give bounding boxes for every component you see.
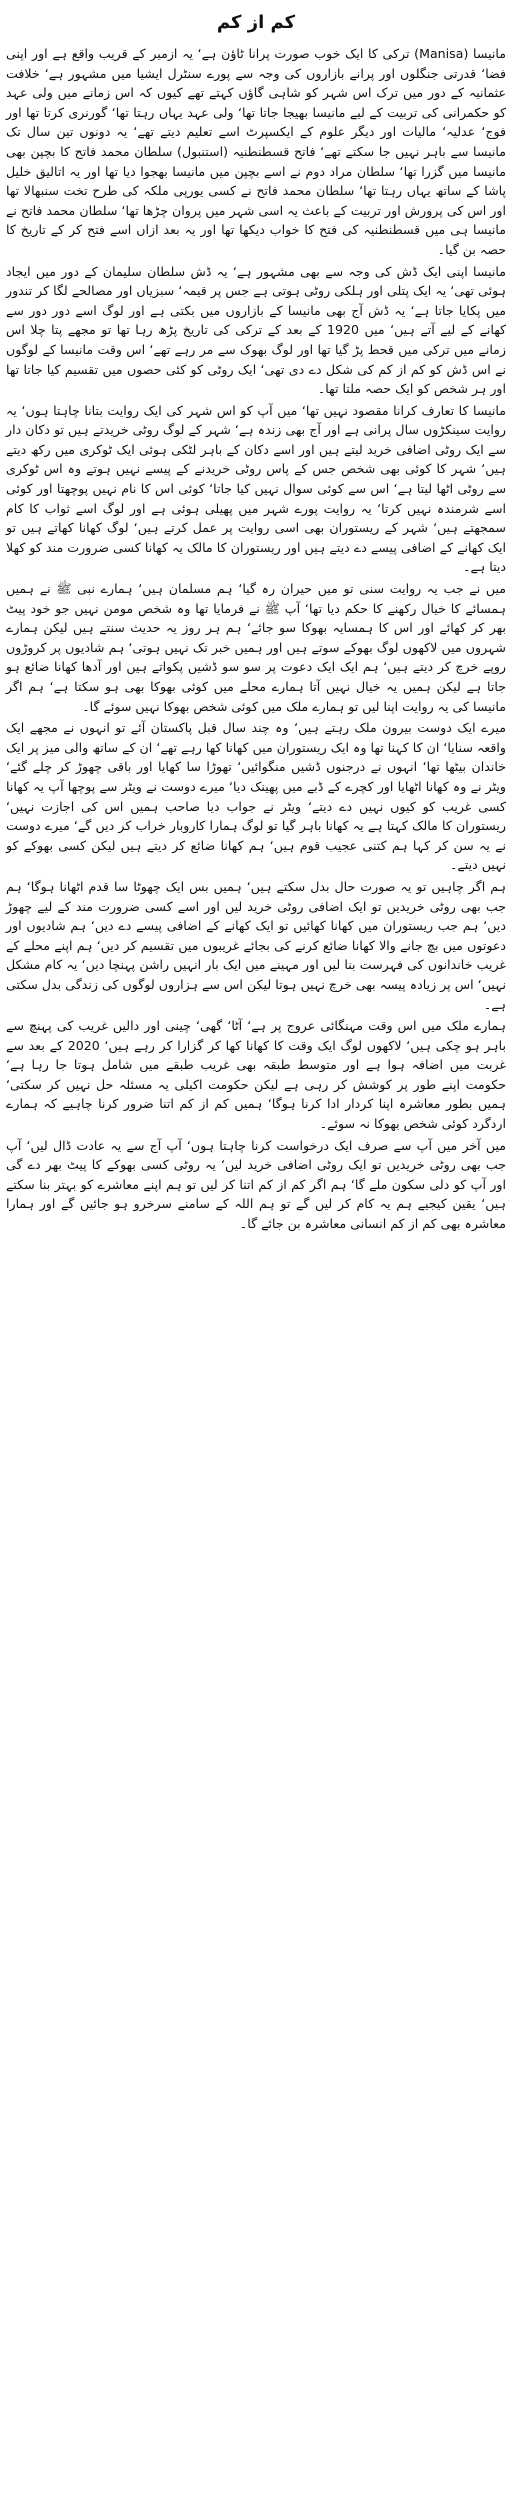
column-title: کم از کم	[216, 12, 296, 33]
paragraph: ہمارے ملک میں اس وقت مہنگائی عروج پر ہے‘ آٹا‘ گھی‘ چینی اور دالیں غریب کی پہنچ سے باہر ہو چکی ہیں‘ لاکھوں لوگ ایک وقت کا کھانا کھا کر گزارا کر رہے ہیں‘ 2020 کے بعد سے غربت میں اضافہ ہوا ہے اور متوسط طبقہ بھی غریب طبقے میں شامل ہوتا جا رہا ہے‘ حکومت اپنے طور پر کوشش کر رہی ہے لیکن حکومت اکیلی یہ مسئلہ حل نہیں کر سکتی‘ ہمیں بطور معاشرہ اپنا کردار ادا کرنا ہوگا‘ ہمیں کم از کم اتنا ضرور کرنا چاہیے کہ ہمارے اردگرد کوئی شخص بھوکا نہ سوئے۔	[6, 1018, 506, 1132]
paragraph: مانیسا کا تعارف کرانا مقصود نہیں تھا‘ میں آپ کو اس شہر کی ایک روایت بتانا چاہتا ہوں‘ یہ روایت سینکڑوں سال پرانی ہے اور آج بھی زندہ ہے‘ شہر کے لوگ روٹی خریدتے ہیں تو دکان دار سے ایک روٹی اضافی خرید لیتے ہیں اور اسے دکان کے باہر لٹکی ہوئی ایک ٹوکری میں رکھ دیتے ہیں‘ شہر کا کوئی بھی شخص جس کے پاس روٹی خریدنے کے پیسے نہیں ہوتے وہ اس ٹوکری سے روٹی اٹھا لیتا ہے‘ اس سے کوئی سوال نہیں کیا جاتا‘ کوئی اس کا نام نہیں پوچھتا اور کوئی اسے شرمندہ نہیں کرتا‘ یہ روایت پورے شہر میں پھیلی ہوئی ہے اور لوگ اسے ثواب کا کام سمجھتے ہیں‘ شہر کے ریستوران بھی اسی روایت پر عمل کرتے ہیں‘ لوگ کھانا کھاتے ہیں تو ایک کھانے کے اضافی پیسے دے دیتے ہیں اور ریستوران کا مالک یہ کھانا کسی ضرورت مند کو کھلا دیتا ہے۔	[6, 402, 506, 575]
paragraph: ہم اگر چاہیں تو یہ صورت حال بدل سکتے ہیں‘ ہمیں بس ایک چھوٹا سا قدم اٹھانا ہوگا‘ ہم جب بھی روٹی خریدیں تو ایک اضافی روٹی خرید لیں اور اسے کسی ضرورت مند کے لیے چھوڑ دیں‘ ہم جب ریستوران میں کھانا کھائیں تو ایک کھانے کے اضافی پیسے دے دیں‘ ہم شادیوں اور دعوتوں میں بچ جانے والا کھانا ضائع کرنے کی بجائے غریبوں میں تقسیم کر دیں‘ ہم اپنے محلے کے غریب خاندانوں کی فہرست بنا لیں اور مہینے میں ایک بار انہیں راشن پہنچا دیں‘ یہ کام مشکل نہیں‘ اس پر زیادہ پیسہ بھی خرچ نہیں ہوتا لیکن اس سے ہزاروں لوگوں کی زندگی بدل سکتی ہے۔	[6, 878, 506, 1012]
paragraph: میں نے جب یہ روایت سنی تو میں حیران رہ گیا‘ ہم مسلمان ہیں‘ ہمارے نبی ﷺ نے ہمیں ہمسائے کا خیال رکھنے کا حکم دیا تھا‘ آپ ﷺ نے فرمایا تھا وہ شخص مومن نہیں جو خود پیٹ بھر کر کھائے اور اس کا ہمسایہ بھوکا سو جائے‘ ہم ہر روز یہ حدیث سنتے ہیں لیکن ہمارے شہروں میں لاکھوں لوگ بھوکے سوتے ہیں اور ہمیں خبر تک نہیں ہوتی‘ ہم شادیوں پر کروڑوں روپے خرچ کر دیتے ہیں‘ ہم ایک ایک دعوت پر سو سو ڈشیں پکواتے ہیں اور آدھا کھانا ضائع ہو جاتا ہے لیکن ہمیں یہ خیال نہیں آتا ہمارے محلے میں کوئی بھوکا بھی ہو سکتا ہے‘ ہم اگر مانیسا کی یہ روایت اپنا لیں تو ہمارے ملک میں کوئی شخص بھوکا نہیں سوئے گا۔	[6, 581, 506, 714]
paragraph: میرے ایک دوست بیرون ملک رہتے ہیں‘ وہ چند سال قبل پاکستان آئے تو انہوں نے مجھے ایک واقعہ سنایا‘ ان کا کہنا تھا وہ ایک ریستوران میں کھانا کھا رہے تھے‘ ان کے ساتھ والی میز پر ایک خاندان بیٹھا تھا‘ انہوں نے درجنوں ڈشیں منگوائیں‘ تھوڑا سا کھایا اور باقی چھوڑ کر چلے گئے‘ ویٹر نے وہ کھانا اٹھایا اور کچرے کے ڈبے میں پھینک دیا‘ میرے دوست نے ویٹر سے پوچھا آپ یہ کھانا کسی غریب کو کیوں نہیں دے دیتے‘ ویٹر نے جواب دیا صاحب ہمیں اس کی اجازت نہیں‘ ریستوران کا مالک کہتا ہے یہ کھانا باہر گیا تو لوگ ہمارا کاروبار خراب کر دیں گے‘ میرے دوست نے یہ سن کر کہا ہم کتنی عجیب قوم ہیں‘ ہم کھانا ضائع کر دیتے ہیں لیکن کسی بھوکے کو نہیں دیتے۔	[6, 720, 506, 873]
paragraph: مانیسا (Manisa) ترکی کا ایک خوب صورت پرانا ٹاؤن ہے‘ یہ ازمیر کے قریب واقع ہے اور اپنی فضا‘ قدرتی جنگلوں اور پرانے بازاروں کی وجہ سے پورے سنٹرل ایشیا میں مشہور ہے‘ خلافت عثمانیہ کے دور میں ترک اس شہر کو شاہی گاؤں کہتے تھے کیوں کہ اس زمانے میں ولی عہد کو حکمرانی کی تربیت کے لیے مانیسا بھیجا جاتا تھا‘ ولی عہد یہاں رہتا تھا‘ گورنری کرتا تھا اور فوج‘ عدلیہ‘ مالیات اور دیگر علوم کے ایکسپرٹ اسے تعلیم دیتے تھے‘ یہ دونوں تین سال تک مانیسا سے باہر نہیں جا سکتے تھے‘ فاتح قسطنطنیہ (استنبول) سلطان محمد فاتح کا بچپن بھی مانیسا میں گزرا تھا‘ سلطان مراد دوم نے اسے بچپن میں مانیسا بھجوا دیا تھا اور یہ اتالیق خلیل پاشا کے ساتھ یہاں رہتا تھا‘ سلطان محمد فاتح نے کسی یورپی ملکہ کی طرح تخت سنبھالا تھا اور اس کی پرورش اور تربیت کے باعث یہ اسی شہر میں پروان چڑھا تھا‘ سلطان محمد فاتح نے مانیسا ہی میں قسطنطنیہ کی فتح کا خواب دیکھا تھا اور یہ بعد ازاں اسے فتح کر کے تاریخ کا حصہ بن گیا۔	[6, 46, 506, 257]
paragraph: مانیسا اپنی ایک ڈش کی وجہ سے بھی مشہور ہے‘ یہ ڈش سلطان سلیمان کے دور میں ایجاد ہوئی تھی‘ یہ ایک پتلی اور ہلکی روٹی ہوتی ہے جس پر قیمہ‘ سبزیاں اور مصالحے لگا کر تندور میں پکایا جاتا ہے‘ یہ ڈش آج بھی مانیسا کے بازاروں میں بکتی ہے اور لوگ اسے دور دور سے کھانے کے لیے آتے ہیں‘ میں 1920 کے بعد کے ترکی کی تاریخ پڑھ رہا تھا تو مجھے پتا چلا اس زمانے میں ترکی میں قحط پڑ گیا تھا اور لوگ بھوک سے مر رہے تھے‘ اس وقت مانیسا کے لوگوں نے اس ڈش کو کم از کم کی شکل دے دی تھی‘ ایک روٹی کو کئی حصوں میں تقسیم کیا جاتا تھا اور ہر شخص کو ایک حصہ ملتا تھا۔	[6, 263, 506, 397]
column-body	[6, 44, 506, 1234]
paragraph: میں آخر میں آپ سے صرف ایک درخواست کرنا چاہتا ہوں‘ آپ آج سے یہ عادت ڈال لیں‘ آپ جب بھی روٹی خریدیں تو ایک روٹی اضافی خرید لیں‘ یہ روٹی کسی بھوکے کا پیٹ بھر دے گی اور آپ کو دلی سکون ملے گا‘ ہم اگر کم از کم اتنا کر لیں تو ہم اپنے معاشرے کو بہتر بنا سکتے ہیں‘ یقین کیجیے ہم یہ کام کر لیں گے تو ہم اللہ کے سامنے سرخرو ہو جائیں گے اور ہمارا معاشرہ بھی کم از کم انسانی معاشرہ بن جائے گا۔	[6, 1137, 506, 1232]
